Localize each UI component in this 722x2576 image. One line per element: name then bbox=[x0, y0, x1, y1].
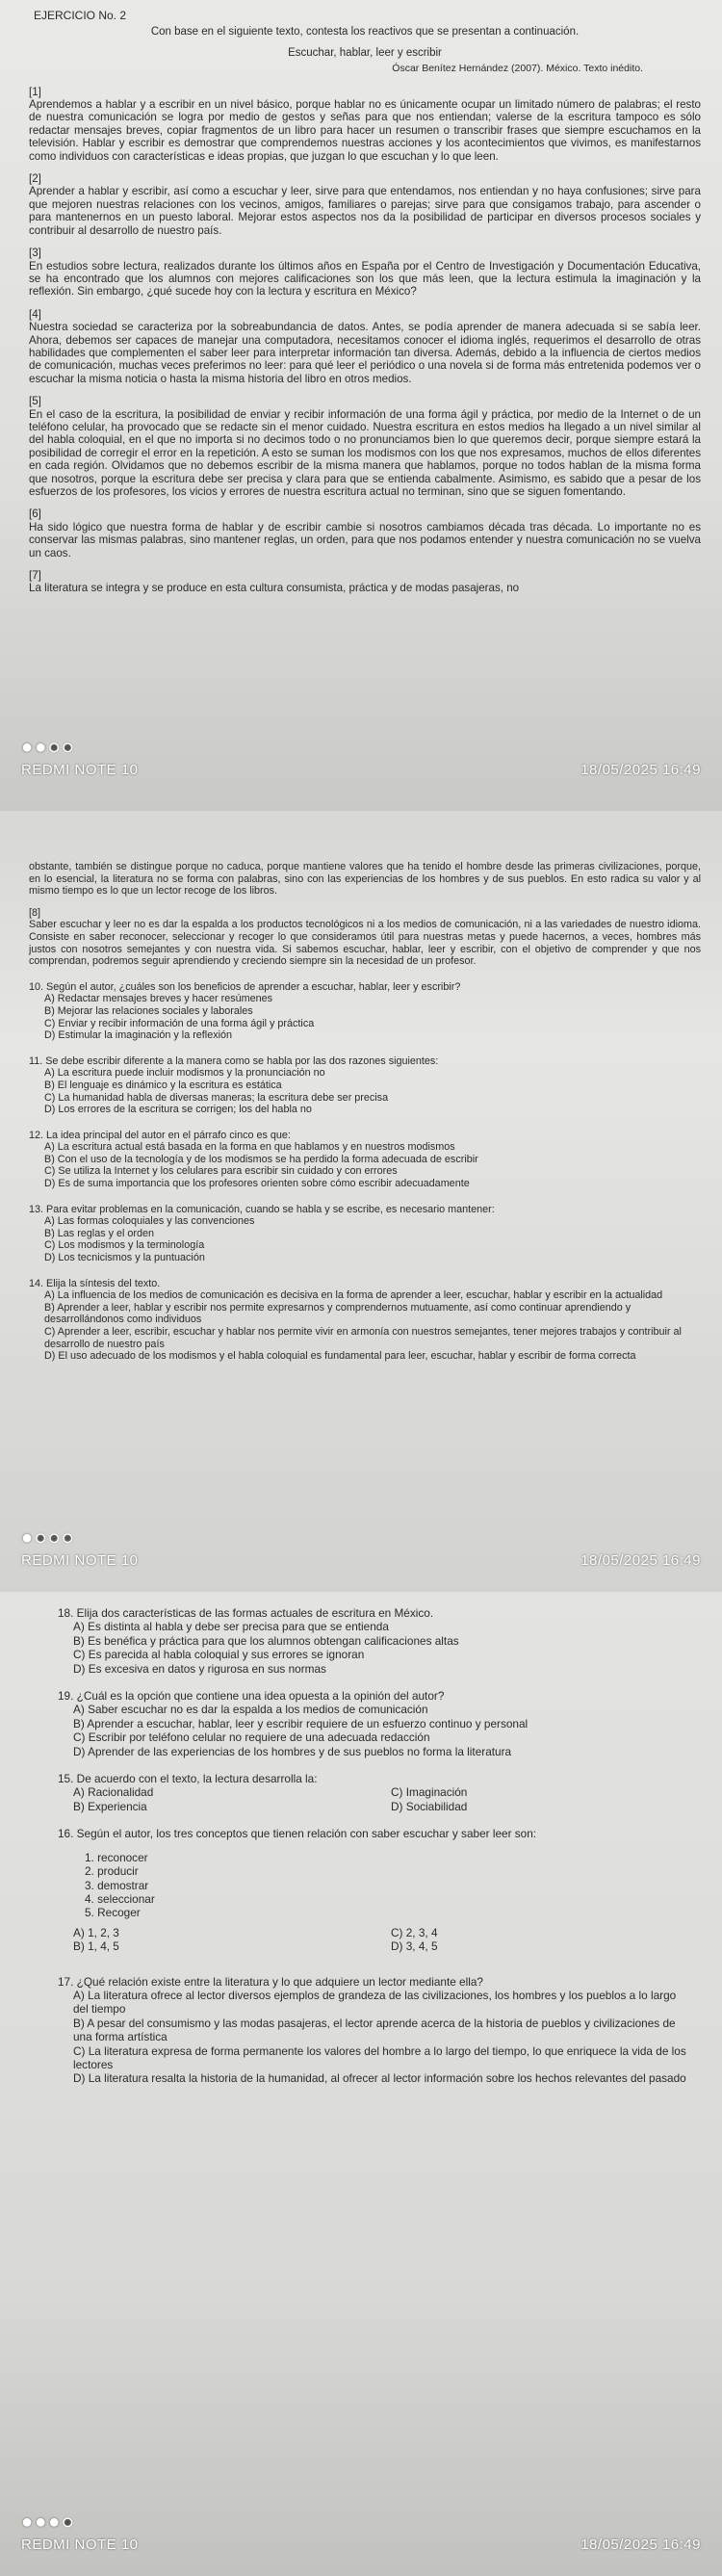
paragraph-number: [3] bbox=[29, 247, 41, 260]
page-1-content bbox=[29, 10, 701, 595]
paragraph-text: En el caso de la escritura, la posibilidad de enviar y recibir información de una forma ágil y práctica, por medio de la Internet o de un teléfono celular, ha provocado que se redacte sin el menor cuidado. Nuestra escritura en estos medios ha llegado a un nivel similar al del habla coloquial, en el que no importa si no decimos todo o no pronunciamos bien lo que queremos decir, porque siempre estará la posibilidad de corregir el error en la repetición. A esto se suman los modismos con los que nos expresamos, muchos de ellos diferentes en cada región. Olvidamos que no debemos escribir de la misma manera que hablamos, porque no todos hablan de la misma forma que nosotros, porque la escritura debe ser precisa y clara para que se entienda cabalmente. Asimismo, es sabido que a pesar de los esfuerzos de los profesores, los vicios y errores de nuestra escritura actual no terminan, sino que se siguen fomentando. bbox=[29, 407, 701, 498]
paragraph-text: Aprender a hablar y escribir, así como a escuchar y leer, sirve para que entendamos, nos entiendan y no haya confusiones; sirve para que mejoren nuestras relaciones con los vecinos, amigos, familiares o parejas; sirve para que consigamos trabajo, para ascender o para mantenernos en un puesto laboral. Mejorar estos aspectos nos da la posibilidad de participar en diversos procesos sociales y contribuir al desarrollo de nuestro país. bbox=[29, 185, 701, 237]
answer-option[interactable]: C) Es parecida al habla coloquial y sus errores se ignoran bbox=[73, 1648, 365, 1662]
author-line: Óscar Benítez Hernández (2007). México. Texto inédito. bbox=[392, 63, 643, 75]
question-text: 16. Según el autor, los tres conceptos que tienen relación con saber escuchar y saber leer son: bbox=[58, 1827, 537, 1841]
question bbox=[29, 1278, 701, 1363]
question-text: 12. La idea principal del autor en el párrafo cinco es que: bbox=[29, 1129, 291, 1141]
paragraph bbox=[29, 569, 701, 595]
options-grid bbox=[58, 1926, 693, 1954]
answer-option[interactable]: C) Los modismos y la terminología bbox=[44, 1239, 205, 1252]
answer-option[interactable]: A) 1, 2, 3 bbox=[73, 1925, 119, 1939]
list-item: 5. Recoger bbox=[85, 1906, 141, 1920]
answer-option[interactable]: B) A pesar del consumismo y las modas pasajeras, el lector aprende acerca de la historia de pueblos y civilizaciones de una forma artística bbox=[73, 2016, 676, 2044]
answer-option[interactable]: A) La literatura ofrece al lector diversos ejemplos de grandeza de las civilizaciones, los hombres y los pueblos a lo largo del tiempo bbox=[73, 1988, 677, 2017]
camera-brand: REDMI NOTE 10 bbox=[21, 1552, 139, 1569]
question-text: 11. Se debe escribir diferente a la manera como se habla por las dos razones siguientes: bbox=[29, 1054, 439, 1067]
question bbox=[58, 1975, 693, 2086]
paragraph bbox=[29, 247, 701, 299]
instruction-text: Con base en el siguiente texto, contesta los reactivos que se presentan a continuación. bbox=[150, 26, 580, 39]
paragraph-text: Ha sido lógico que nuestra forma de hablar y de escribir cambie si nosotros cambiamos década tras década. Lo importante no es conservar las mismas palabras, sino mantener reglas, un orden, para que nos podamos entender y nuestra comunicación no se vuelva un caos. bbox=[29, 520, 701, 559]
answer-option[interactable]: D) La literatura resalta la historia de la humanidad, al ofrecer al lector información sobre los hechos relevantes del pasado bbox=[73, 2071, 686, 2086]
photo-page-2 bbox=[0, 811, 722, 1592]
answer-option[interactable]: B) Experiencia bbox=[73, 1799, 147, 1813]
answer-option[interactable]: B) Aprender a escuchar, hablar, leer y escribir requiere de un esfuerzo continuo y personal bbox=[73, 1716, 529, 1730]
answer-option[interactable]: D) Los errores de la escritura se corrigen; los del habla no bbox=[44, 1104, 312, 1116]
list-item: 2. producir bbox=[85, 1864, 139, 1879]
camera-brand: REDMI NOTE 10 bbox=[21, 762, 139, 778]
concept-list bbox=[58, 1851, 693, 1920]
answer-option[interactable]: A) Es distinta al habla y debe ser precisa para que se entienda bbox=[73, 1620, 389, 1634]
camera-watermark bbox=[21, 2511, 701, 2560]
paragraph bbox=[29, 395, 701, 498]
question-text: 14. Elija la síntesis del texto. bbox=[29, 1277, 161, 1289]
list-item: 1. reconocer bbox=[85, 1850, 148, 1864]
paragraph-text: Saber escuchar y leer no es dar la espalda a los productos tecnológicos ni a los medios de comunicación, ni a las variedades de nuestro idioma. Consiste en saber reconocer, seleccionar y recoger lo que consideramos útil para nuestras metas y puede hacernos, a veces, hombres más justos con nosotros semejantes y con nuestra vida. Si sabemos escuchar, hablar, leer y escribir, con el objetivo de comprender y que nos comprendan, podremos seguir aprendiendo y creciendo siempre sin la necesidad de un profesor. bbox=[29, 919, 701, 968]
answer-option[interactable]: D) El uso adecuado de los modismos y el habla coloquial es fundamental para leer, escuchar, hablar y escribir de forma correcta bbox=[44, 1350, 636, 1363]
answer-option[interactable]: C) La literatura expresa de forma permanente los valores del hombre a lo largo del tiempo, lo que enriquece la vida de los lectores bbox=[73, 2043, 686, 2071]
answer-option[interactable]: D) Es de suma importancia que los profesores orienten sobre cómo escribir adecuadamente bbox=[44, 1178, 470, 1190]
answer-option[interactable]: D) Sociabilidad bbox=[391, 1799, 468, 1813]
answer-option[interactable]: A) Redactar mensajes breves y hacer resúmenes bbox=[44, 993, 273, 1005]
camera-brand: REDMI NOTE 10 bbox=[21, 2537, 139, 2553]
list-item: 3. demostrar bbox=[85, 1878, 149, 1892]
answer-option[interactable]: A) Las formas coloquiales y las convenciones bbox=[44, 1215, 255, 1228]
answer-option[interactable]: A) La influencia de los medios de comunicación es decisiva en la forma de aprender a leer, escuchar, hablar y escribir en la actualidad bbox=[44, 1289, 663, 1302]
question bbox=[29, 1204, 701, 1264]
paragraph bbox=[29, 507, 701, 559]
camera-watermark bbox=[21, 737, 701, 785]
answer-option[interactable]: C) Se utiliza la Internet y los celulares para escribir sin cuidado y con errores bbox=[44, 1165, 398, 1178]
photo-page-1 bbox=[0, 0, 722, 811]
paragraph-number: [7] bbox=[29, 569, 41, 583]
photo-timestamp: 18/05/2025 16:49 bbox=[580, 762, 701, 778]
camera-watermark bbox=[21, 1527, 701, 1575]
paragraph bbox=[29, 907, 701, 968]
exercise-title: EJERCICIO No. 2 bbox=[34, 9, 127, 22]
question-text: 17. ¿Qué relación existe entre la literatura y lo que adquiere un lector mediante ella? bbox=[58, 1974, 483, 1989]
answer-option[interactable]: B) El lenguaje es dinámico y la escritura es estática bbox=[44, 1079, 282, 1091]
answer-option[interactable]: A) La escritura puede incluir modismos y la pronunciación no bbox=[44, 1067, 325, 1080]
answer-option[interactable]: D) 3, 4, 5 bbox=[391, 1939, 438, 1954]
paragraph-number: [5] bbox=[29, 395, 41, 408]
answer-option[interactable]: C) La humanidad habla de diversas maneras; la escritura debe ser precisa bbox=[44, 1091, 389, 1104]
answer-option[interactable]: C) Escribir por teléfono celular no requiere de una adecuada redacción bbox=[73, 1730, 430, 1745]
answer-option[interactable]: C) Imaginación bbox=[391, 1785, 468, 1800]
answer-option[interactable]: B) Con el uso de la tecnología y de los modismos se ha perdido la forma adecuada de escribir bbox=[44, 1153, 478, 1165]
question bbox=[58, 1827, 693, 1953]
paragraph-number: [2] bbox=[29, 172, 41, 186]
camera-dots-icon: ●●●● bbox=[21, 1527, 76, 1548]
answer-option[interactable]: B) Las reglas y el orden bbox=[44, 1227, 155, 1239]
paragraph bbox=[29, 86, 701, 163]
paragraph-text: Aprendemos a hablar y a escribir en un nivel básico, porque hablar no es únicamente ocupar un limitado número de palabras; el resto de nuestra comunicación se logra por medio de gestos y señas para que nos entiendan; valerse de la escritura tampoco es sólo redactar mensajes breves, copiar fragmentos de un libro para hacer un resumen o transcribir frases que siempre escuchamos en la televisión. Hablar y escribir es demostrar que comprendemos nuestras acciones y los acontecimientos que vivimos, es manifestarnos como individuos con características e ideas propias, que juzgan lo que escuchan y lo que leen. bbox=[29, 98, 701, 163]
answer-option[interactable]: A) Racionalidad bbox=[73, 1785, 154, 1800]
question-text: 19. ¿Cuál es la opción que contiene una idea opuesta a la opinión del autor? bbox=[58, 1689, 445, 1704]
answer-option[interactable]: D) Estimular la imaginación y la reflexión bbox=[44, 1029, 233, 1042]
camera-dots-icon: ●●●● bbox=[21, 2511, 76, 2533]
answer-option[interactable]: D) Aprender de las experiencias de los hombres y de sus pueblos no forma la literatura bbox=[73, 1744, 512, 1758]
options-grid bbox=[58, 1785, 693, 1813]
answer-option[interactable]: B) Aprender a leer, hablar y escribir nos permite expresarnos y comprendernos mutuamente, así como continuar aprendiendo y desarrollándonos como individuos bbox=[44, 1301, 632, 1326]
paragraph bbox=[29, 172, 701, 237]
paragraph-number: [8] bbox=[29, 906, 41, 919]
paragraph-number: [4] bbox=[29, 307, 41, 321]
question bbox=[58, 1606, 693, 1676]
question bbox=[29, 1130, 701, 1190]
question-text: 18. Elija dos características de las formas actuales de escritura en México. bbox=[58, 1606, 434, 1620]
paragraph-number: [1] bbox=[29, 85, 41, 98]
answer-option[interactable]: B) Mejorar las relaciones sociales y laborales bbox=[44, 1004, 253, 1017]
paragraph-number: [6] bbox=[29, 507, 41, 521]
answer-option[interactable]: A) Saber escuchar no es dar la espalda a los medios de comunicación bbox=[73, 1703, 428, 1717]
question bbox=[58, 1689, 693, 1758]
paragraph-text: Nuestra sociedad se caracteriza por la sobreabundancia de datos. Antes, se podía aprender de manera adecuada si se sabía leer. Ahora, debemos ser capaces de manejar una computadora, necesitamos conocer el idioma inglés, requerimos el desarrollo de otras habilidades que complementen el saber leer para interpretar información tan diversa. Además, debido a la influencia de ciertos medios de comunicación, muchas veces preferimos no leer: para qué leer el periódico o una novela si de forma más entretenida podemos ver o escuchar la misma noticia o hasta la misma historia del libro en otros medios. bbox=[29, 321, 701, 385]
question-text: 13. Para evitar problemas en la comunicación, cuando se habla y se escribe, es necesario mantener: bbox=[29, 1203, 495, 1215]
answer-option[interactable]: A) La escritura actual está basada en la forma en que hablamos y en nuestros modismos bbox=[44, 1141, 455, 1154]
answer-option[interactable]: B) Es benéfica y práctica para que los alumnos obtengan calificaciones altas bbox=[73, 1633, 459, 1648]
paragraph bbox=[29, 308, 701, 385]
question bbox=[29, 1055, 701, 1116]
question bbox=[29, 981, 701, 1042]
question-text: 10. Según el autor, ¿cuáles son los beneficios de aprender a escuchar, hablar, leer y escribir? bbox=[29, 980, 461, 993]
camera-dots-icon: ●●●● bbox=[21, 737, 76, 758]
paragraph-text: La literatura se integra y se produce en esta cultura consumista, práctica y de modas pasajeras, no bbox=[29, 582, 520, 595]
answer-option[interactable]: D) Es excesiva en datos y rigurosa en sus normas bbox=[73, 1661, 326, 1676]
answer-option[interactable]: D) Los tecnicismos y la puntuación bbox=[44, 1252, 205, 1264]
answer-option[interactable]: C) 2, 3, 4 bbox=[391, 1925, 438, 1939]
question bbox=[58, 1772, 693, 1813]
photo-page-3 bbox=[0, 1592, 722, 2576]
photo-timestamp: 18/05/2025 16:49 bbox=[580, 1552, 701, 1569]
page-2-content bbox=[29, 861, 701, 1363]
question-text: 15. De acuerdo con el texto, la lectura desarrolla la: bbox=[58, 1772, 318, 1786]
answer-option[interactable]: B) 1, 4, 5 bbox=[73, 1939, 119, 1954]
paragraph-text: En estudios sobre lectura, realizados durante los últimos años en España por el Centro de Investigación y Documentación Educativa, se ha encontrado que los alumnos con mejores calificaciones son los que más leen, que la lectura estimula la imaginación y la reflexión. Sin embargo, ¿qué sucede hoy con la lectura y escritura en México? bbox=[29, 259, 701, 299]
list-item: 4. seleccionar bbox=[85, 1891, 155, 1906]
photo-timestamp: 18/05/2025 16:49 bbox=[580, 2537, 701, 2553]
paragraph-continuation: obstante, también se distingue porque no caduca, porque mantiene valores que ha tenido el hombre desde las primeras civilizaciones, porque, en lo esencial, la literatura no se forma con palabras, sino con las experiencias de los hombres y de sus pueblos. En esto radica su valor y al mismo tiempo es lo que un lector recoge de los libros. bbox=[29, 861, 701, 898]
answer-option[interactable]: C) Enviar y recibir información de una forma ágil y práctica bbox=[44, 1017, 315, 1029]
answer-option[interactable]: C) Aprender a leer, escribir, escuchar y hablar nos permite vivir en armonía con nuestros semejantes, tener mejores trabajos y contribuir al desarrollo de nuestro país bbox=[44, 1326, 682, 1350]
page-3-content bbox=[58, 1606, 693, 2086]
text-title: Escuchar, hablar, leer y escribir bbox=[288, 46, 442, 59]
